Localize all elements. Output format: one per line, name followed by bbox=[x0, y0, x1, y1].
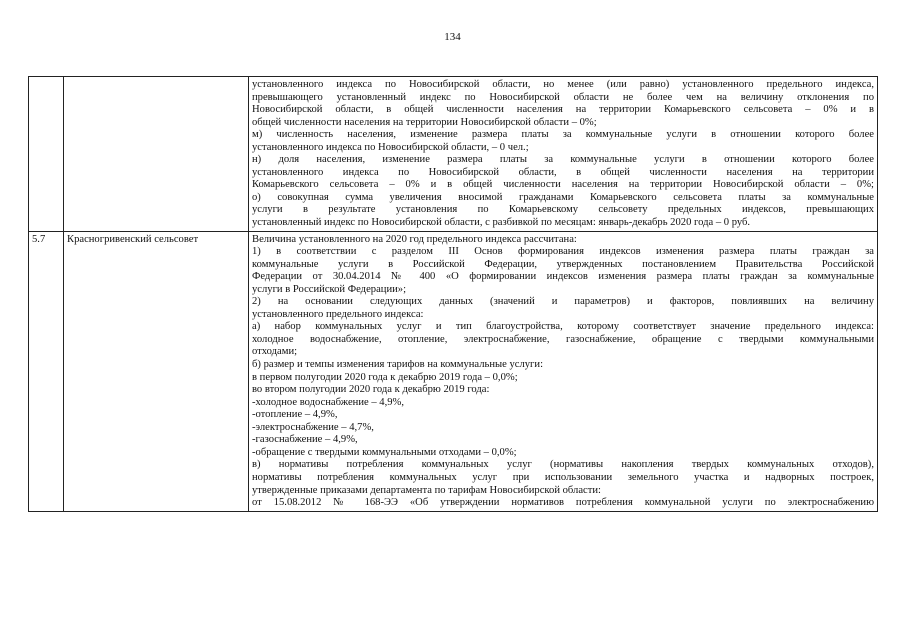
table-row bbox=[29, 231, 878, 511]
text-line: н) доля населения, изменение размера платы за коммунальные услуги в отношении которого более bbox=[252, 154, 874, 166]
text-line: превышающего установленный индекс по Новосибирской области не более чем на величину отклонения по bbox=[252, 91, 874, 103]
page-number: 134 bbox=[444, 31, 461, 43]
indices-table bbox=[28, 76, 878, 512]
text-line: 2) на основании следующих данных (значений и параметров) и факторов, повлиявших на величину bbox=[252, 296, 874, 308]
row-number-cell: 5.7 bbox=[29, 231, 64, 511]
text-line: Комарьевского сельсовета – 0% и в общей численности населения на территории Новосибирской области – 0%; bbox=[252, 179, 874, 191]
table-row bbox=[29, 77, 878, 232]
text-line: Федерации от 30.04.2014 № 400 «О формировании индексов изменения размера платы граждан за коммунальные bbox=[252, 271, 874, 283]
text-line: о) совокупная сумма увеличения вносимой гражданами Комарьевского сельсовета платы за коммунальные bbox=[252, 191, 874, 203]
text-line: б) размер и темпы изменения тарифов на коммунальные услуги: bbox=[252, 359, 544, 371]
text-line: -электроснабжение – 4,7%, bbox=[252, 421, 374, 433]
text-line: нормативы потребления коммунальных услуг при использовании земельного участка и надворных построек, bbox=[252, 471, 874, 483]
text-line: установленного индекса по Новосибирской области, – 0 чел.; bbox=[252, 141, 529, 153]
text-line: в) нормативы потребления коммунальных услуг (нормативы накопления твердых коммунальных отходов), bbox=[252, 459, 874, 471]
text-line: услуги в Российской Федерации»; bbox=[252, 283, 407, 295]
text-line: м) численность населения, изменение размера платы за коммунальные услуги в отношении которого более bbox=[252, 129, 874, 141]
description-cell bbox=[249, 77, 878, 232]
text-line: -отопление – 4,9%, bbox=[252, 409, 338, 421]
text-line: 1) в соответствии с разделом III Основ формирования индексов изменения размера платы граждан за bbox=[252, 246, 874, 258]
text-line: утвержденные приказами департамента по тарифам Новосибирской области: bbox=[252, 484, 601, 496]
text-line: отходами; bbox=[252, 346, 298, 358]
text-line: установленного предельного индекса: bbox=[252, 308, 424, 320]
text-line: -холодное водоснабжение – 4,9%, bbox=[252, 396, 404, 408]
text-line: установленного индекса по Новосибирской области, но менее (или равно) установленного предельного индекса, bbox=[252, 79, 874, 90]
text-line: от 15.08.2012 № 168-ЭЭ «Об утверждении нормативов потребления коммунальной услуги по электроснабжению bbox=[252, 497, 874, 509]
text-line: -обращение с твердыми коммунальными отходами – 0,0%; bbox=[252, 446, 517, 458]
text-line: установленного индекса по Новосибирской области, в общей численности населения на территории bbox=[252, 166, 874, 178]
text-line: установленный индекс по Новосибирской области, с разбивкой по месяцам: январь-декабрь 2020 года – 0 руб. bbox=[252, 217, 751, 229]
text-line: Новосибирской области, в общей численности населения на территории Комарьевского сельсовета – 0% и в bbox=[252, 104, 874, 116]
table-body bbox=[29, 77, 878, 512]
text-line: коммунальные услуги в Российской Федерации, утвержденных постановлением Правительства Российской bbox=[252, 258, 874, 270]
text-line: а) набор коммунальных услуг и тип благоустройства, которому соответствует значение предельного индекса: bbox=[252, 321, 874, 333]
text-line: в первом полугодии 2020 года к декабрю 2019 года – 0,0%; bbox=[252, 371, 518, 383]
text-line: -газоснабжение – 4,9%, bbox=[252, 434, 358, 446]
municipality-name-cell: Красногривенский сельсовет bbox=[64, 231, 249, 511]
text-line: холодное водоснабжение, отопление, электроснабжение, газоснабжение, обращение с твердыми коммунальными bbox=[252, 333, 874, 345]
description-cell bbox=[249, 231, 878, 511]
text-line: Величина установленного на 2020 год предельного индекса рассчитана: bbox=[252, 233, 577, 245]
text-line: общей численности населения на территории Новосибирской области – 0%; bbox=[252, 116, 597, 128]
municipality-name-cell bbox=[64, 77, 249, 232]
row-number-cell bbox=[29, 77, 64, 232]
text-line: услуги в результате установления по Комарьевскому сельсовету предельных индексов, превышающих bbox=[252, 204, 874, 216]
text-line: во втором полугодии 2020 года к декабрю 2019 года: bbox=[252, 384, 490, 396]
